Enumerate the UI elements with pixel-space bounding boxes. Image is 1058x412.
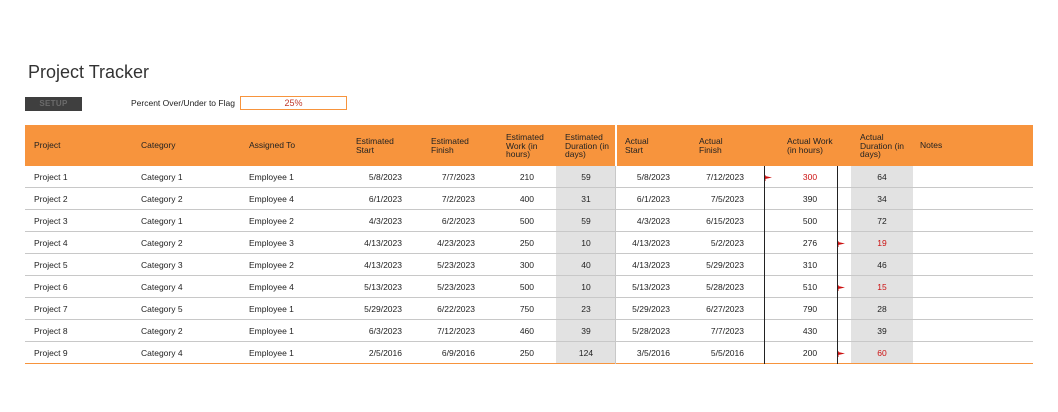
column-border <box>764 320 765 342</box>
cell-estimated-start[interactable]: 5/29/2023 <box>364 304 402 314</box>
column-border <box>764 188 765 210</box>
cell-project[interactable]: Project 4 <box>34 238 68 248</box>
header-notes[interactable]: Notes <box>920 140 943 150</box>
cell-project[interactable]: Project 9 <box>34 348 68 358</box>
table-row[interactable] <box>25 188 1033 210</box>
cell-assigned-to[interactable]: Employee 1 <box>249 326 294 336</box>
table-row[interactable] <box>25 320 1033 342</box>
header-estimated-work[interactable] <box>506 133 544 159</box>
cell-actual-duration[interactable]: 39 <box>877 326 887 336</box>
cell-assigned-to[interactable]: Employee 3 <box>249 238 294 248</box>
cell-actual-finish[interactable]: 7/5/2023 <box>710 194 744 204</box>
cell-estimated-finish[interactable]: 5/23/2023 <box>437 260 475 270</box>
cell-estimated-work[interactable]: 500 <box>519 216 534 226</box>
header-estimated-start[interactable] <box>356 137 394 154</box>
header-text: Estimated <box>565 132 603 142</box>
table-row[interactable] <box>25 342 1033 364</box>
cell-estimated-start[interactable]: 6/3/2023 <box>368 326 402 336</box>
cell-estimated-work[interactable]: 250 <box>519 348 534 358</box>
cell-actual-duration[interactable]: 15 <box>877 282 887 292</box>
column-border <box>764 342 765 364</box>
column-border <box>837 210 838 232</box>
cell-assigned-to[interactable]: Employee 1 <box>249 348 294 358</box>
column-border <box>764 232 765 254</box>
cell-category[interactable]: Category 2 <box>141 326 183 336</box>
cell-estimated-duration[interactable]: 10 <box>581 238 591 248</box>
column-border <box>764 298 765 320</box>
cell-actual-work[interactable]: 790 <box>802 304 818 314</box>
header-estimated-finish[interactable] <box>431 137 469 154</box>
cell-actual-finish[interactable]: 7/7/2023 <box>710 326 744 336</box>
table-row[interactable] <box>25 276 1033 298</box>
cell-estimated-start[interactable]: 5/8/2023 <box>368 172 402 182</box>
header-text: Actual <box>699 136 723 146</box>
cell-estimated-finish[interactable]: 7/7/2023 <box>441 172 475 182</box>
cell-actual-duration[interactable]: 28 <box>877 304 887 314</box>
cell-actual-start[interactable]: 4/13/2023 <box>632 238 670 248</box>
header-text: hours) <box>506 149 531 159</box>
cell-estimated-work[interactable]: 250 <box>519 238 534 248</box>
cell-actual-start[interactable]: 5/8/2023 <box>636 172 670 182</box>
cell-estimated-duration[interactable]: 10 <box>581 282 591 292</box>
header-text: Finish <box>699 144 722 155</box>
cell-actual-start[interactable]: 6/1/2023 <box>636 194 670 204</box>
cell-category[interactable]: Category 4 <box>141 348 183 358</box>
header-text: Actual Work <box>787 136 833 146</box>
cell-actual-start[interactable]: 3/5/2016 <box>636 348 670 358</box>
header-text: Estimated <box>356 136 394 146</box>
header-text: Work (in <box>506 140 538 151</box>
cell-estimated-work[interactable]: 750 <box>519 304 534 314</box>
cell-estimated-duration[interactable]: 40 <box>581 260 591 270</box>
cell-actual-work[interactable]: 200 <box>802 348 818 358</box>
cell-estimated-work[interactable]: 460 <box>519 326 534 336</box>
cell-category[interactable]: Category 5 <box>141 304 183 314</box>
header-text: Start <box>625 144 643 155</box>
cell-actual-work[interactable]: 310 <box>802 260 818 270</box>
cell-actual-duration[interactable]: 72 <box>877 216 887 226</box>
column-border <box>764 276 765 298</box>
cell-estimated-start[interactable]: 4/13/2023 <box>364 260 402 270</box>
header-text: days) <box>565 149 586 159</box>
header-actual-duration[interactable] <box>860 133 904 159</box>
header-text: Start <box>356 144 374 155</box>
column-border <box>764 254 765 276</box>
cell-actual-finish[interactable]: 5/5/2016 <box>710 348 744 358</box>
flag-threshold-label: Percent Over/Under to Flag <box>131 98 235 108</box>
table-row[interactable] <box>25 166 1033 188</box>
table-row[interactable] <box>25 232 1033 254</box>
cell-actual-work[interactable]: 300 <box>802 172 818 182</box>
cell-estimated-work[interactable]: 500 <box>519 282 534 292</box>
column-border <box>837 298 838 320</box>
cell-estimated-duration[interactable]: 59 <box>581 216 591 226</box>
cell-estimated-finish[interactable]: 6/2/2023 <box>441 216 475 226</box>
column-border <box>837 188 838 210</box>
cell-estimated-start[interactable]: 4/13/2023 <box>364 238 402 248</box>
cell-estimated-finish[interactable]: 4/23/2023 <box>437 238 475 248</box>
cell-estimated-work[interactable]: 400 <box>519 194 534 204</box>
cell-actual-finish[interactable]: 5/2/2023 <box>710 238 744 248</box>
cell-estimated-start[interactable]: 6/1/2023 <box>368 194 402 204</box>
column-border <box>837 254 838 276</box>
header-text: Duration (in <box>565 140 609 151</box>
cell-project[interactable]: Project 7 <box>34 304 68 314</box>
cell-project[interactable]: Project 6 <box>34 282 68 292</box>
cell-category[interactable]: Category 2 <box>141 238 183 248</box>
table-row[interactable] <box>25 254 1033 276</box>
header-project[interactable]: Project <box>34 140 61 150</box>
cell-actual-duration[interactable]: 60 <box>877 348 887 358</box>
cell-actual-start[interactable]: 5/28/2023 <box>632 326 670 336</box>
cell-actual-finish[interactable]: 6/15/2023 <box>706 216 744 226</box>
cell-estimated-work[interactable]: 210 <box>519 172 534 182</box>
column-border <box>837 166 838 188</box>
setup-button[interactable]: SETUP <box>25 97 82 111</box>
flag-threshold-input[interactable]: 25% <box>240 96 347 110</box>
cell-actual-finish[interactable]: 5/29/2023 <box>706 260 744 270</box>
cell-assigned-to[interactable]: Employee 1 <box>249 304 294 314</box>
header-estimated-duration[interactable] <box>565 133 609 159</box>
header-text: Actual <box>625 136 649 146</box>
cell-actual-start[interactable]: 5/13/2023 <box>632 282 670 292</box>
header-text: Estimated <box>506 132 544 142</box>
header-category[interactable]: Category <box>141 140 176 150</box>
cell-actual-duration[interactable]: 19 <box>877 238 887 248</box>
cell-category[interactable]: Category 3 <box>141 260 183 270</box>
page-title: Project Tracker <box>28 62 150 82</box>
cell-project[interactable]: Project 5 <box>34 260 68 270</box>
cell-project[interactable]: Project 3 <box>34 216 68 226</box>
cell-actual-work[interactable]: 510 <box>802 282 818 292</box>
cell-actual-start[interactable]: 5/29/2023 <box>632 304 670 314</box>
cell-estimated-work[interactable]: 300 <box>519 260 534 270</box>
cell-actual-work[interactable]: 500 <box>802 216 818 226</box>
cell-category[interactable]: Category 1 <box>141 216 183 226</box>
cell-actual-work[interactable]: 390 <box>802 194 818 204</box>
cell-estimated-duration[interactable]: 31 <box>581 194 591 204</box>
header-text: Finish <box>431 144 454 155</box>
column-border <box>764 210 765 232</box>
cell-actual-duration[interactable]: 46 <box>877 260 887 270</box>
cell-actual-start[interactable]: 4/13/2023 <box>632 260 670 270</box>
cell-actual-start[interactable]: 4/3/2023 <box>636 216 670 226</box>
header-text: (in hours) <box>787 144 823 155</box>
header-text: Duration (in <box>860 140 904 151</box>
cell-actual-work[interactable]: 276 <box>802 238 818 248</box>
cell-assigned-to[interactable]: Employee 4 <box>249 194 294 204</box>
cell-assigned-to[interactable]: Employee 1 <box>249 172 294 182</box>
cell-estimated-finish[interactable]: 7/2/2023 <box>441 194 475 204</box>
cell-actual-finish[interactable]: 7/12/2023 <box>706 172 744 182</box>
cell-actual-work[interactable]: 430 <box>802 326 818 336</box>
header-text: Actual <box>860 132 884 142</box>
cell-actual-duration[interactable]: 34 <box>877 194 887 204</box>
column-border <box>837 320 838 342</box>
cell-estimated-start[interactable]: 5/13/2023 <box>364 282 402 292</box>
cell-project[interactable]: Project 8 <box>34 326 68 336</box>
cell-estimated-duration[interactable]: 124 <box>578 348 594 358</box>
cell-actual-finish[interactable]: 6/27/2023 <box>706 304 744 314</box>
cell-estimated-duration[interactable]: 39 <box>581 326 591 336</box>
cell-actual-duration[interactable]: 64 <box>877 172 887 182</box>
cell-estimated-duration[interactable]: 59 <box>581 172 591 182</box>
flag-icon <box>838 241 846 247</box>
cell-project[interactable]: Project 1 <box>34 172 68 182</box>
cell-assigned-to[interactable]: Employee 2 <box>249 216 294 226</box>
table-row[interactable] <box>25 210 1033 232</box>
cell-assigned-to[interactable]: Employee 4 <box>249 282 294 292</box>
cell-category[interactable]: Category 1 <box>141 172 183 182</box>
cell-project[interactable]: Project 2 <box>34 194 68 204</box>
header-actual-work[interactable] <box>787 137 833 154</box>
header-actual-finish[interactable] <box>699 137 723 154</box>
table-header <box>25 125 1033 166</box>
cell-estimated-start[interactable]: 2/5/2016 <box>368 348 402 358</box>
cell-category[interactable]: Category 4 <box>141 282 183 292</box>
cell-category[interactable]: Category 2 <box>141 194 183 204</box>
flag-icon <box>765 175 773 181</box>
header-text: days) <box>860 149 881 159</box>
header-assigned-to[interactable]: Assigned To <box>249 140 296 150</box>
table-row[interactable] <box>25 298 1033 320</box>
flag-icon <box>838 351 846 357</box>
cell-estimated-duration[interactable]: 23 <box>581 304 591 314</box>
cell-assigned-to[interactable]: Employee 2 <box>249 260 294 270</box>
cell-estimated-finish[interactable]: 6/22/2023 <box>437 304 475 314</box>
table-body <box>25 166 1033 364</box>
project-table <box>25 125 1033 364</box>
header-actual-start[interactable] <box>625 137 649 154</box>
cell-estimated-start[interactable]: 4/3/2023 <box>368 216 402 226</box>
cell-actual-finish[interactable]: 5/28/2023 <box>706 282 744 292</box>
cell-estimated-finish[interactable]: 5/23/2023 <box>437 282 475 292</box>
flag-icon <box>838 285 846 291</box>
cell-estimated-finish[interactable]: 7/12/2023 <box>437 326 475 336</box>
cell-estimated-finish[interactable]: 6/9/2016 <box>441 348 475 358</box>
header-text: Estimated <box>431 136 469 146</box>
header-separator <box>615 125 617 166</box>
